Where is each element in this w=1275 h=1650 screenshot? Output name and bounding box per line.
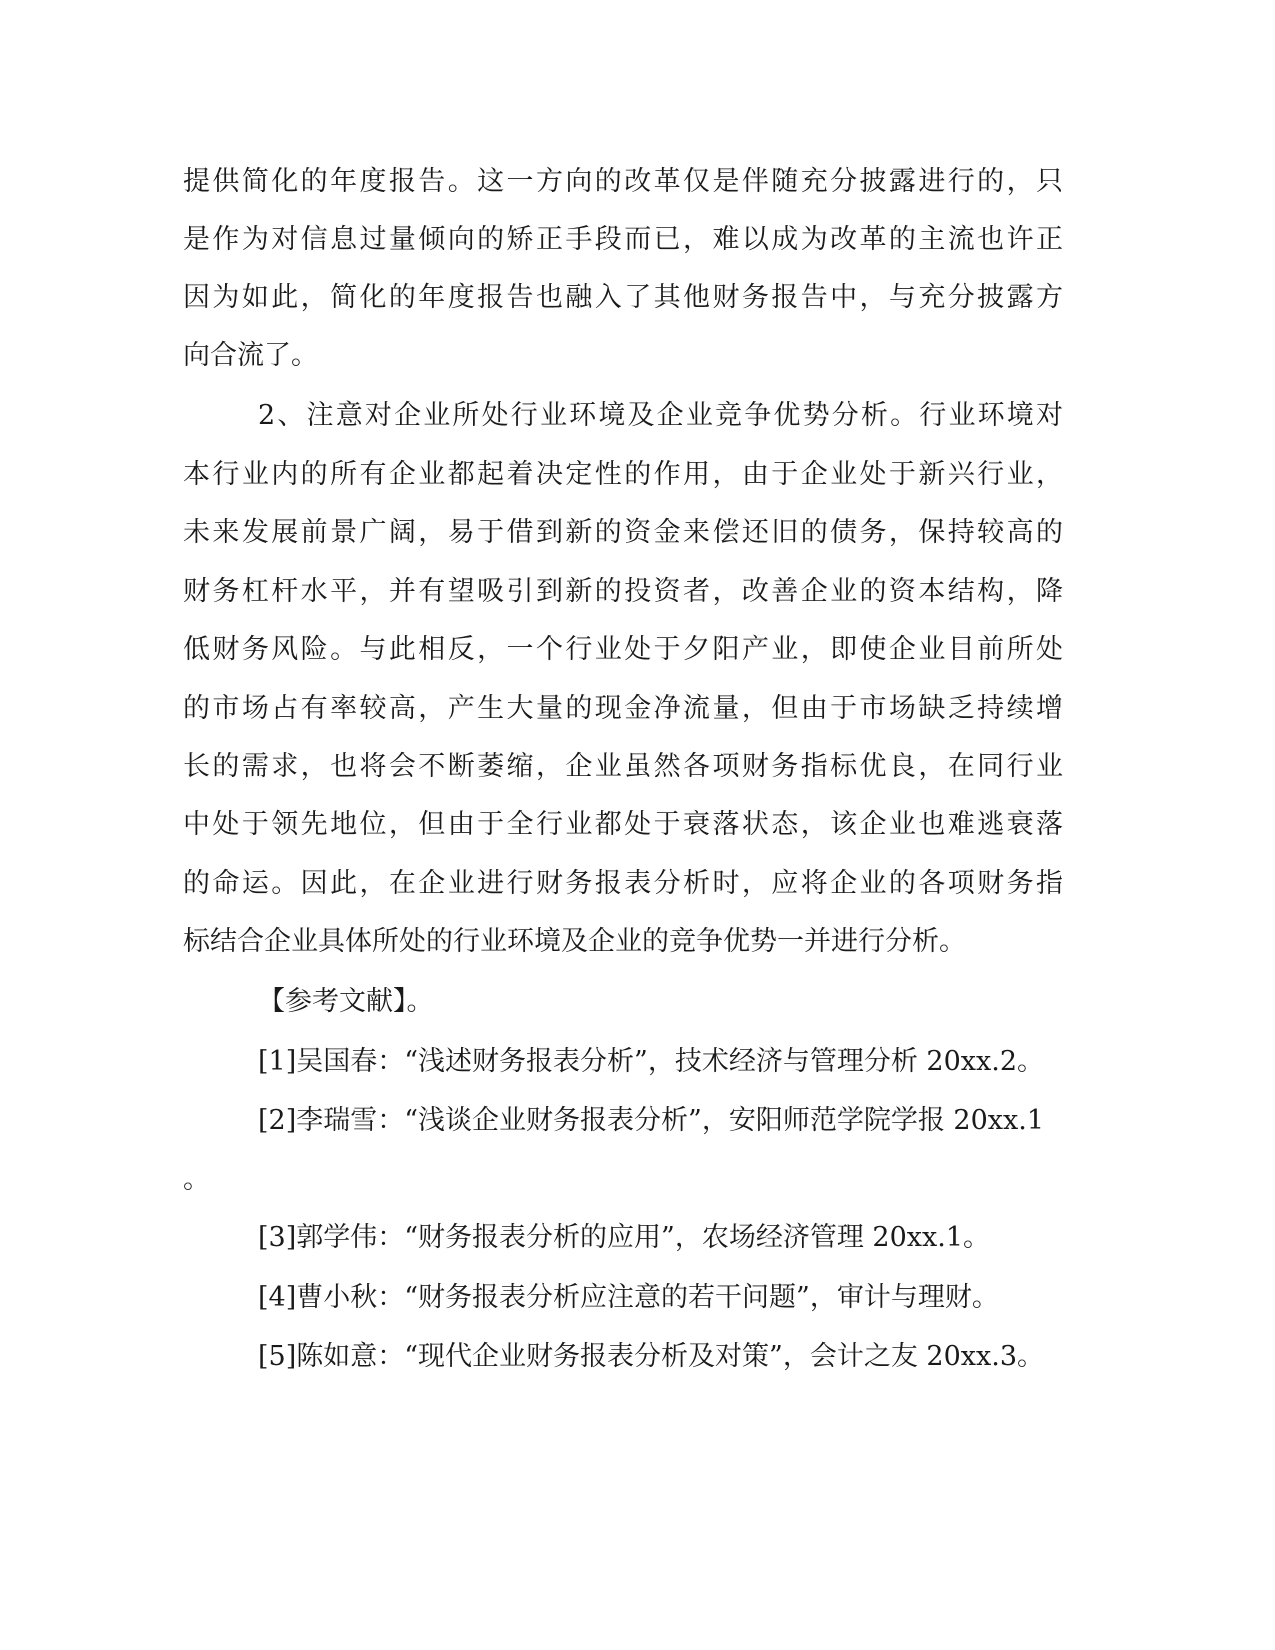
paragraph-2-line-2: 本行业内的所有企业都起着决定性的作用，由于企业处于新兴行业， bbox=[183, 459, 1063, 490]
paragraph-2-line-5: 低财务风险。与此相反，一个行业处于夕阳产业，即使企业目前所处 bbox=[183, 634, 1063, 665]
paragraph-2-line-4: 财务杠杆水平，并有望吸引到新的投资者，改善企业的资本结构，降 bbox=[183, 576, 1063, 607]
paragraph-1-line-4: 向合流了。 bbox=[183, 340, 318, 371]
paragraph-1-line-1: 提供简化的年度报告。这一方向的改革仅是伴随充分披露进行的，只 bbox=[183, 166, 1063, 197]
paragraph-2-line-3: 未来发展前景广阔，易于借到新的资金来偿还旧的债务，保持较高的 bbox=[183, 517, 1063, 548]
reference-item-2-continuation: 。 bbox=[183, 1164, 210, 1195]
paragraph-2-line-1: 2、注意对企业所处行业环境及企业竞争优势分析。行业环境对 bbox=[258, 400, 1063, 431]
reference-item-4: [4]曹小秋：“财务报表分析应注意的若干问题”，审计与理财。 bbox=[258, 1282, 999, 1313]
paragraph-1-line-2: 是作为对信息过量倾向的矫正手段而已，难以成为改革的主流也许正 bbox=[183, 224, 1063, 255]
paragraph-2-line-7: 长的需求，也将会不断萎缩，企业虽然各项财务指标优良，在同行业 bbox=[183, 751, 1063, 782]
paragraph-2-line-9: 的命运。因此，在企业进行财务报表分析时，应将企业的各项财务指 bbox=[183, 868, 1063, 899]
reference-item-5: [5]陈如意：“现代企业财务报表分析及对策”，会计之友 20xx.3。 bbox=[258, 1341, 1045, 1372]
paragraph-2-line-10: 标结合企业具体所处的行业环境及企业的竞争优势一并进行分析。 bbox=[183, 926, 966, 957]
paragraph-2-line-6: 的市场占有率较高，产生大量的现金净流量，但由于市场缺乏持续增 bbox=[183, 693, 1063, 724]
paragraph-2-line-8: 中处于领先地位，但由于全行业都处于衰落状态，该企业也难逃衰落 bbox=[183, 809, 1063, 840]
reference-item-3: [3]郭学伟：“财务报表分析的应用”，农场经济管理 20xx.1。 bbox=[258, 1222, 991, 1253]
reference-item-1: [1]吴国春：“浅述财务报表分析”，技术经济与管理分析 20xx.2。 bbox=[258, 1046, 1045, 1077]
references-heading: 【参考文献】。 bbox=[258, 986, 434, 1017]
paragraph-1-line-3: 因为如此，简化的年度报告也融入了其他财务报告中，与充分披露方 bbox=[183, 282, 1063, 313]
reference-item-2: [2]李瑞雪：“浅谈企业财务报表分析”，安阳师范学院学报 20xx.1 bbox=[258, 1105, 1045, 1136]
